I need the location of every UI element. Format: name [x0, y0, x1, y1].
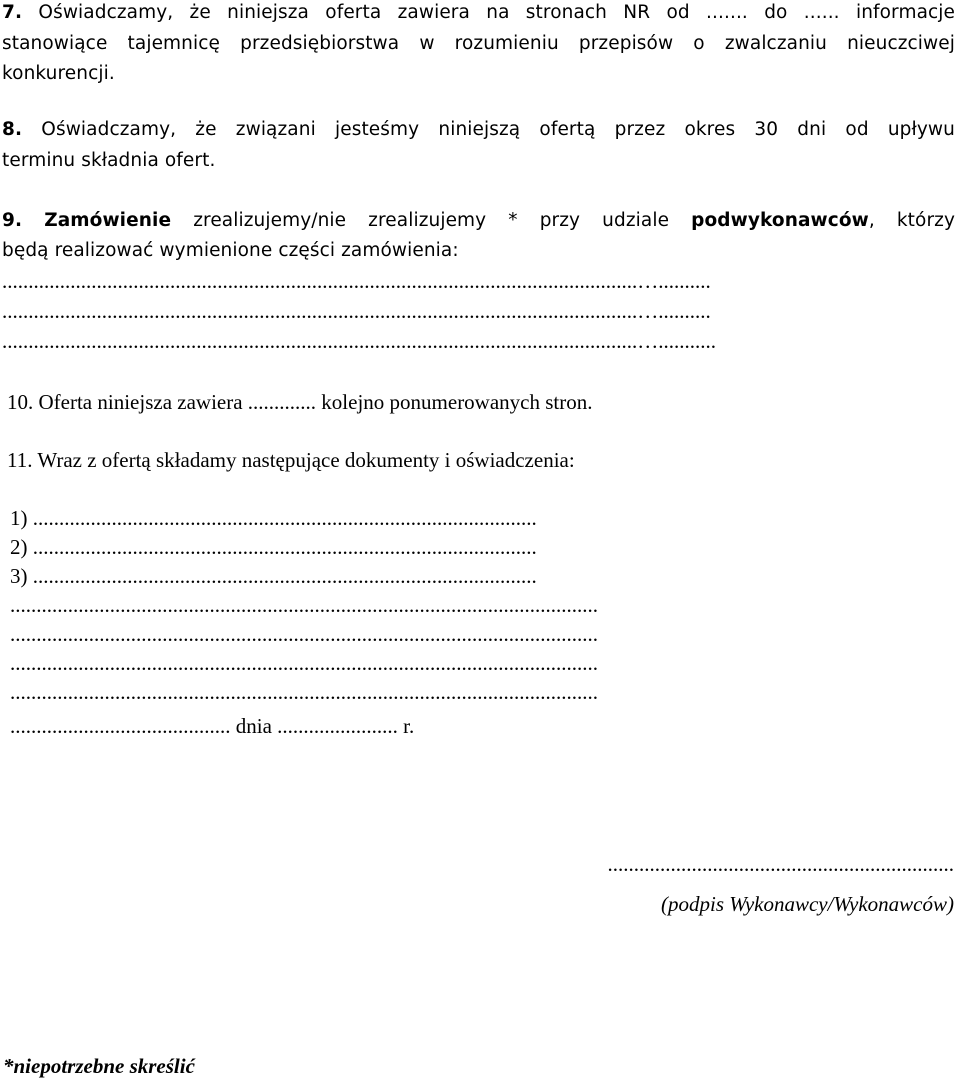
list-item: 3) ................................................................................................ [10, 564, 537, 588]
section-9-line-1 [2, 208, 955, 234]
section-8-text-1: Oświadczamy, że związani jesteśmy niniejszą ofertą przez okres 30 dni od upływu [41, 119, 955, 140]
list-item: 2) ................................................................................................ [10, 535, 537, 559]
section-9-dots-1: .........................................................................................................................….......... [2, 269, 711, 293]
list-item: 1) ................................................................................................ [10, 506, 537, 530]
list-item: ................................................................................................................ [10, 593, 598, 617]
section-9-dots-3: .........................................................................................................................…........... [2, 329, 716, 353]
section-8-number: 8. [2, 119, 23, 140]
section-9-text-end: , którzy [868, 210, 956, 231]
section-9-term-2: podwykonawców [691, 210, 869, 231]
list-item: ................................................................................................................ [10, 622, 598, 646]
section-9-term: Zamówienie [44, 210, 172, 231]
section-8-line-1 [2, 117, 955, 143]
section-9-number: 9. [2, 210, 23, 231]
section-7-line-3: konkurencji. [2, 63, 115, 84]
section-7-line-2: stanowiące tajemnicę przedsiębiorstwa w rozumieniu przepisów o zwalczaniu nieuczciwej [2, 33, 955, 54]
section-7-text-1: Oświadczamy, że niniejsza oferta zawiera na stronach NR od ....... do ...... informacje [38, 2, 955, 23]
list-item: ................................................................................................................ [10, 680, 598, 704]
section-9-line-2: będą realizować wymienione części zamówienia: [2, 240, 459, 261]
section-7-line-1 [2, 0, 955, 26]
signature-dots: .................................................................. [607, 852, 954, 876]
section-8-line-2: terminu składnia ofert. [2, 150, 216, 171]
signature-label: (podpis Wykonawcy/Wykonawców) [661, 892, 954, 916]
section-10-line: 10. Oferta niniejsza zawiera ............. kolejno ponumerowanych stron. [7, 390, 593, 414]
date-line: .......................................... dnia ....................... r. [10, 714, 415, 738]
section-11-line: 11. Wraz z ofertą składamy następujące dokumenty i oświadczenia: [7, 448, 575, 472]
section-9-text-mid: zrealizujemy/nie zrealizujemy * przy udziale [193, 210, 670, 231]
section-9-dots-2: .........................................................................................................................….......... [2, 299, 711, 323]
list-item: ................................................................................................................ [10, 651, 598, 675]
section-7-number: 7. [2, 2, 23, 23]
footnote: *niepotrzebne skreślić [3, 1054, 195, 1078]
